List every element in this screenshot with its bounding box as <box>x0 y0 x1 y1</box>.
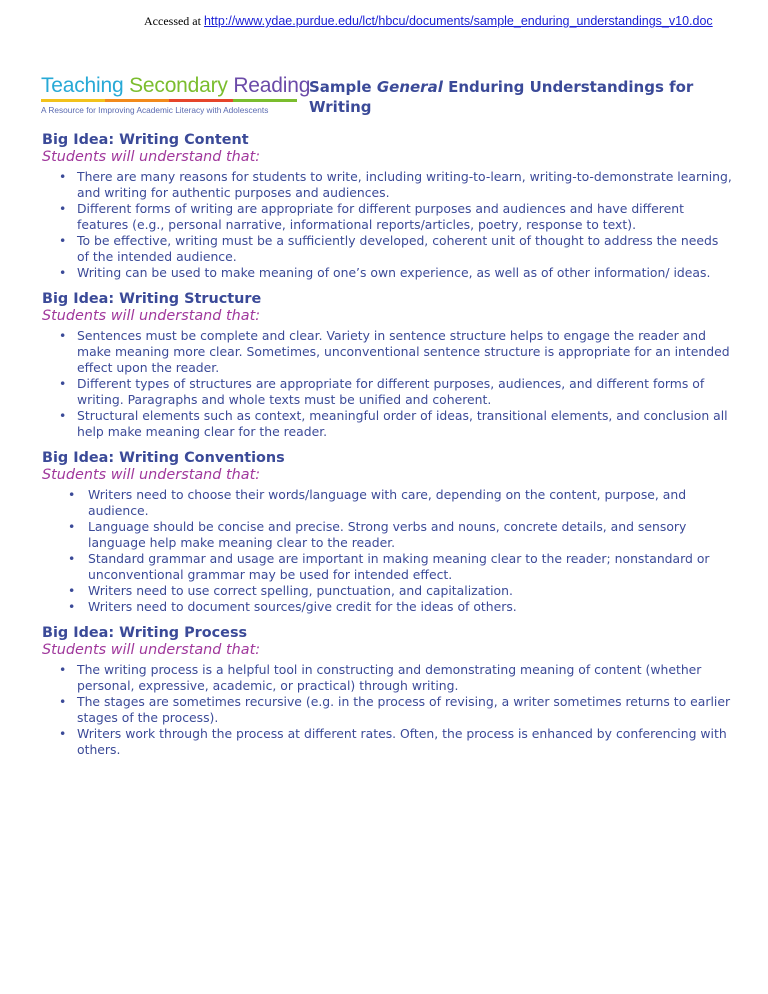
bullet-icon: • <box>59 169 67 184</box>
bullet-icon: • <box>59 233 67 248</box>
section-writing-conventions <box>42 449 732 615</box>
list-item <box>42 233 732 265</box>
bullet-icon: • <box>59 265 67 280</box>
teaching-secondary-reading-logo <box>41 74 311 115</box>
list-item-text: Different types of structures are appropriate for different purposes, audiences, and different forms of writing. Paragraphs and whole texts must be unified and coherent. <box>77 376 705 407</box>
list-item <box>42 376 732 408</box>
source-url-link[interactable]: http://www.ydae.purdue.edu/lct/hbcu/documents/sample_enduring_understandings_v10.doc <box>203 14 713 28</box>
list-item-text: Different forms of writing are appropriate for different purposes and audiences and have different features (e.g., personal narrative, informational reports/articles, poetry, response to text). <box>77 201 684 232</box>
logo-title <box>41 74 311 98</box>
section-subheading: Students will understand that: <box>42 467 261 483</box>
list-item <box>42 599 732 615</box>
list-item-text: Structural elements such as context, meaningful order of ideas, transitional elements, and conclusion all help make meaning clear for the reader. <box>77 408 728 439</box>
list-item <box>42 265 732 281</box>
section-writing-content <box>42 131 732 281</box>
logo-color-bar <box>41 99 297 102</box>
section-writing-process <box>42 624 732 758</box>
bullet-icon: • <box>68 599 76 614</box>
bullet-icon: • <box>68 551 76 566</box>
section-subheading: Students will understand that: <box>42 149 261 165</box>
section-subheading: Students will understand that: <box>42 308 261 324</box>
list-item-text: The stages are sometimes recursive (e.g. in the process of revising, a writer sometimes returns to earlier stages of the process). <box>77 694 731 725</box>
logo-word-secondary: Secondary <box>129 74 234 97</box>
list-item <box>42 408 732 440</box>
bullet-icon: • <box>68 519 76 534</box>
section-heading: Big Idea: Writing Content <box>42 132 249 148</box>
list-item-text: Language should be concise and precise. Strong verbs and nouns, concrete details, and sensory language help make meaning clear to the reader. <box>88 519 687 550</box>
list-item-text: Standard grammar and usage are important in making meaning clear to the reader; nonstandard or unconventional grammar may be used for intended effect. <box>88 551 710 582</box>
section-heading: Big Idea: Writing Process <box>42 625 248 641</box>
list-item-text: Writers need to document sources/give credit for the ideas of others. <box>88 599 517 614</box>
list-item <box>42 169 732 201</box>
title-after: Enduring Understandings for Writing <box>309 78 694 116</box>
list-item <box>42 551 732 583</box>
bullet-list <box>42 169 732 281</box>
title-emphasis: General <box>376 78 443 96</box>
list-item <box>42 201 732 233</box>
list-item <box>42 726 732 758</box>
list-item <box>42 519 732 551</box>
list-item <box>42 694 732 726</box>
bullet-list <box>42 662 732 758</box>
list-item-text: To be effective, writing must be a sufficiently developed, coherent unit of thought to address the needs of the intended audience. <box>77 233 719 264</box>
list-item-text: Writers need to choose their words/language with care, depending on the content, purpose, and audience. <box>88 487 687 518</box>
list-item-text: Writers work through the process at different rates. Often, the process is enhanced by conferencing with others. <box>77 726 727 757</box>
section-writing-structure <box>42 290 732 440</box>
bullet-icon: • <box>59 376 67 391</box>
bullet-list <box>42 328 732 440</box>
bullet-icon: • <box>68 487 76 502</box>
bullet-icon: • <box>59 726 67 741</box>
section-subheading: Students will understand that: <box>42 642 261 658</box>
bullet-list <box>42 487 732 615</box>
document-title <box>309 77 739 117</box>
section-heading: Big Idea: Writing Structure <box>42 291 262 307</box>
bullet-icon: • <box>59 408 67 423</box>
list-item <box>42 662 732 694</box>
logo-tagline: A Resource for Improving Academic Literacy with Adolescents <box>41 105 269 115</box>
logo-word-teaching: Teaching <box>41 74 130 97</box>
list-item-text: Sentences must be complete and clear. Variety in sentence structure helps to engage the reader and make meaning more clear. Sometimes, unconventional sentence structure is appropriate for an intended effect upon the reader. <box>77 328 730 375</box>
bullet-icon: • <box>59 662 67 677</box>
list-item <box>42 487 732 519</box>
document-body <box>42 131 732 767</box>
list-item-text: Writing can be used to make meaning of one’s own experience, as well as of other information/ ideas. <box>77 265 711 280</box>
list-item-text: There are many reasons for students to write, including writing-to-learn, writing-to-demonstrate learning, and writing for authentic purposes and audiences. <box>77 169 732 200</box>
section-heading: Big Idea: Writing Conventions <box>42 450 285 466</box>
list-item-text: Writers need to use correct spelling, punctuation, and capitalization. <box>88 583 513 598</box>
list-item <box>42 583 732 599</box>
accessed-prefix: Accessed at <box>144 14 204 28</box>
bullet-icon: • <box>59 694 67 709</box>
list-item <box>42 328 732 376</box>
logo-word-reading: Reading <box>233 74 311 97</box>
bullet-icon: • <box>59 201 67 216</box>
title-before: Sample <box>309 78 377 96</box>
list-item-text: The writing process is a helpful tool in constructing and demonstrating meaning of content (whether personal, expressive, academic, or practical) through writing. <box>77 662 702 693</box>
accessed-line <box>144 14 768 29</box>
bullet-icon: • <box>68 583 76 598</box>
bullet-icon: • <box>59 328 67 343</box>
